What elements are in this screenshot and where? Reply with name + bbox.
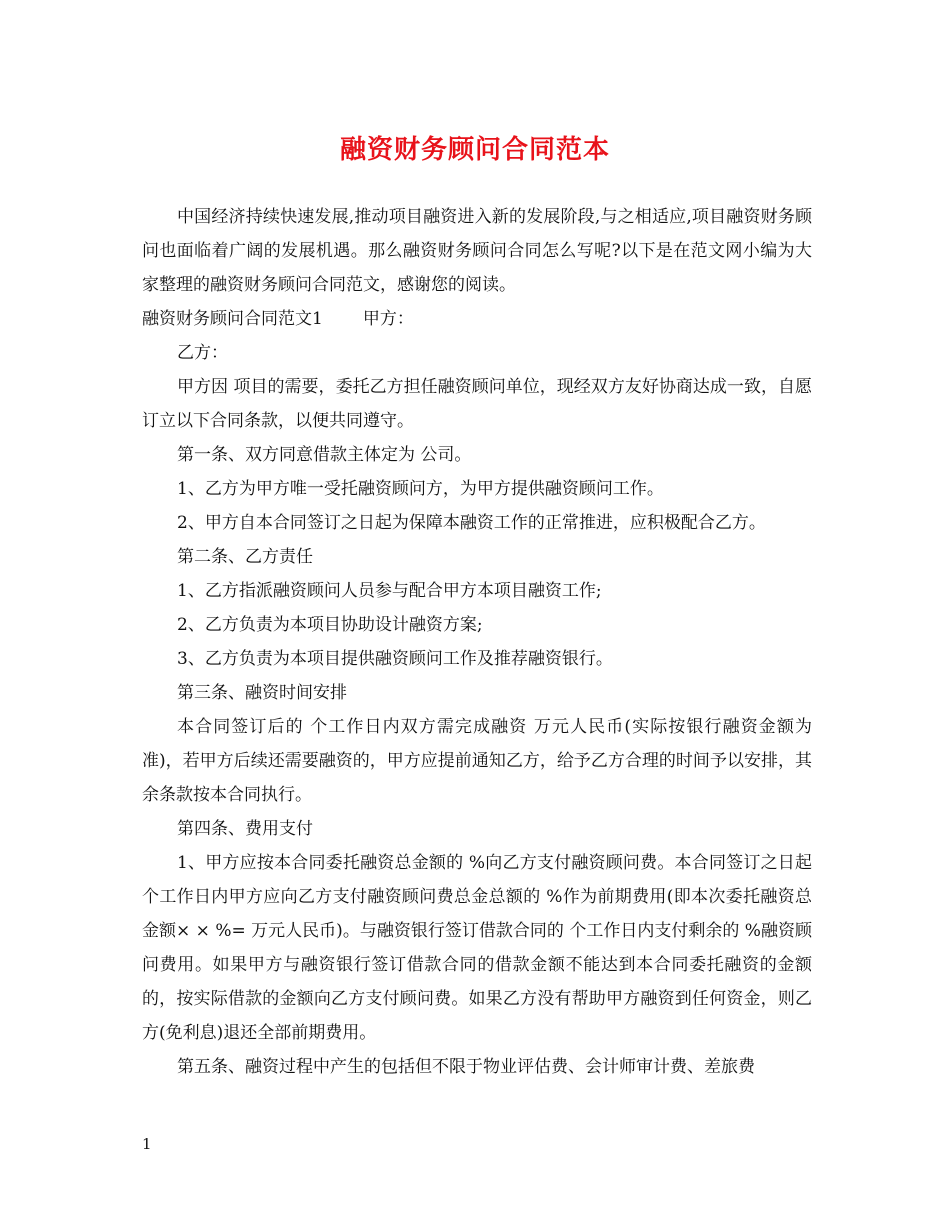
article-2-heading: 第二条、乙方责任 — [177, 547, 313, 567]
party-a-label: 甲方： — [362, 309, 414, 329]
party-b-label: 乙方： — [177, 343, 228, 363]
document-body — [142, 200, 812, 1084]
article-2-item-3: 3、乙方负责为本项目提供融资顾问工作及推荐融资银行。 — [177, 649, 613, 669]
article-3-heading: 第三条、融资时间安排 — [177, 683, 347, 703]
sample-heading-line — [142, 302, 812, 336]
document-title: 融资财务顾问合同范本 — [339, 135, 610, 165]
article-2-item-1: 1、乙方指派融资顾问人员参与配合甲方本项目融资工作; — [177, 581, 602, 601]
article-5-paragraph: 第五条、融资过程中产生的包括但不限于物业评估费、会计师审计费、差旅费 — [177, 1057, 755, 1077]
page-number: 1 — [142, 1135, 152, 1153]
article-1-item-1: 1、乙方为甲方唯一受托融资顾问方，为甲方提供融资顾问工作。 — [177, 479, 664, 499]
article-1-heading: 第一条、双方同意借款主体定为 公司。 — [177, 445, 472, 465]
intro-paragraph: 中国经济持续快速发展,推动项目融资进入新的发展阶段,与之相适应,项目融资财务顾问也面临着广阔的发展机遇。那么融资财务顾问合同怎么写呢?以下是在范文网小编为大家整理的融资财务顾问合同范文，感谢您的阅读。 — [142, 207, 812, 295]
article-3-paragraph: 本合同签订后的 个工作日内双方需完成融资 万元人民币(实际按银行融资金额为准)，若甲方后续还需要融资的，甲方应提前通知乙方，给予乙方合理的时间予以安排，其余条款按本合同执行。 — [142, 717, 812, 805]
article-4-heading: 第四条、费用支付 — [177, 819, 313, 839]
article-1-item-2: 2、甲方自本合同签订之日起为保障本融资工作的正常推进，应积极配合乙方。 — [177, 513, 766, 533]
article-2-item-2: 2、乙方负责为本项目协助设计融资方案; — [177, 615, 483, 635]
sample-heading: 融资财务顾问合同范文1 — [142, 309, 323, 329]
preamble-paragraph: 甲方因 项目的需要，委托乙方担任融资顾问单位，现经双方友好协商达成一致，自愿订立以下合同条款，以便共同遵守。 — [142, 377, 812, 431]
article-4-paragraph: 1、甲方应按本合同委托融资总金额的 %向乙方支付融资顾问费。本合同签订之日起 个工作日内甲方应向乙方支付融资顾问费总金总额的 %作为前期费用(即本次委托融资总金额× × %= 万元人民币)。与融资银行签订借款合同的 个工作日内支付剩余的 %融资顾问费用。如果甲方与融资银行签订借款合同的借款金额不能达到本合同委托融资的金额的，按实际借款的金额向乙方支付顾问费。如果乙方没有帮助甲方融资到任何资金，则乙方(免利息)退还全部前期费用。 — [142, 853, 812, 1043]
